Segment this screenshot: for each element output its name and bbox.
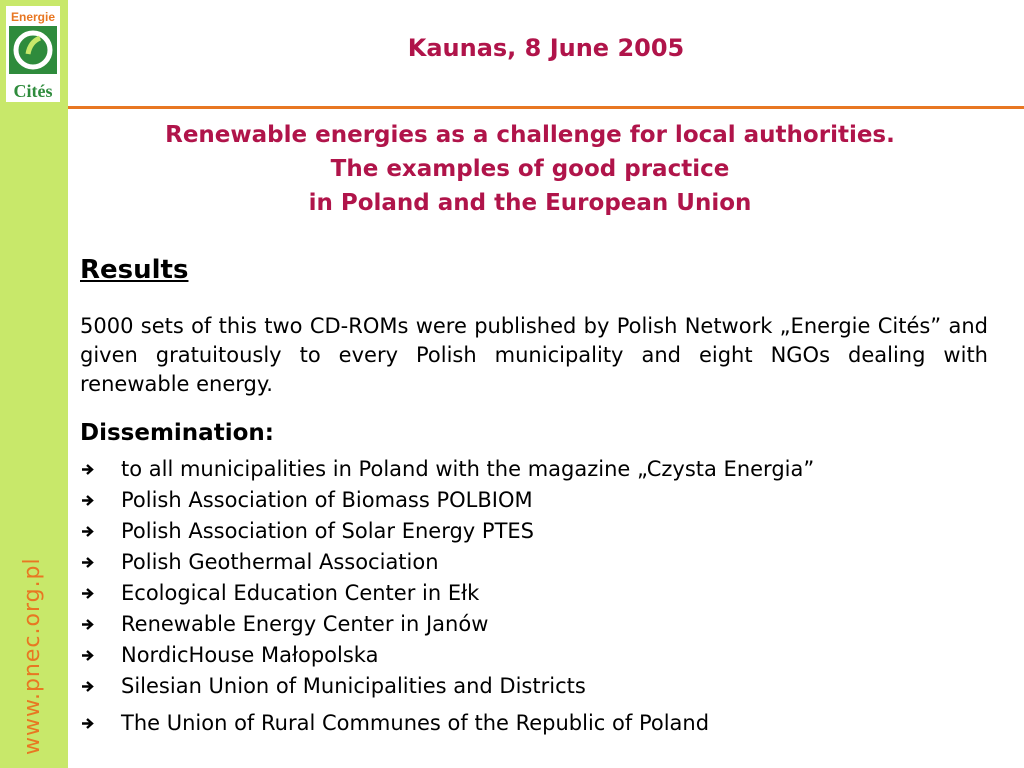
arrow-bullet-icon [80,547,96,578]
list-item-text: Polish Association of Solar Energy PTES [121,519,534,543]
arrow-bullet-icon [80,609,96,640]
sidebar [0,0,68,768]
arrow-bullet-icon [80,671,96,702]
list-item [80,454,1010,485]
website-url: www.pnec.org.pl [20,557,45,755]
arrow-bullet-icon [80,454,96,485]
arrow-bullet-icon [80,708,96,739]
title-line: in Poland and the European Union [308,190,752,216]
list-item [80,609,1010,640]
list-item [80,671,1010,702]
dissemination-list [80,454,1010,739]
list-item-text: Polish Geothermal Association [121,550,439,574]
results-heading: Results [80,255,189,285]
list-item-text: Renewable Energy Center in Janów [121,612,489,636]
list-item [80,640,1010,671]
logo-top-text: Energie [10,10,56,24]
event-header: Kaunas, 8 June 2005 [407,34,685,62]
dissemination-heading: Dissemination: [80,420,274,446]
list-item [80,708,1010,739]
list-item-text: The Union of Rural Communes of the Republic of Poland [121,711,710,735]
header-divider [68,106,1024,109]
title-line: Renewable energies as a challenge for local authorities. [165,122,895,148]
arrow-bullet-icon [80,516,96,547]
slide-title [78,118,982,220]
list-item [80,516,1010,547]
list-item-text: to all municipalities in Poland with the magazine „Czysta Energia” [121,457,815,481]
list-item [80,578,1010,609]
list-item-text: Polish Association of Biomass POLBIOM [121,488,533,512]
list-item [80,547,1010,578]
list-item [80,485,1010,516]
list-item-text: NordicHouse Małopolska [121,643,379,667]
logo-bottom-text: Cités [13,81,53,101]
results-paragraph: 5000 sets of this two CD-ROMs were published by Polish Network „Energie Cités” and given gratuitously to every Polish municipality and eight NGOs dealing with renewable energy. [80,314,988,396]
title-line: The examples of good practice [330,156,730,182]
arrow-bullet-icon [80,578,96,609]
arrow-bullet-icon [80,485,96,516]
arrow-bullet-icon [80,640,96,671]
energie-cites-logo [6,6,60,102]
list-item-text: Silesian Union of Municipalities and Districts [121,674,586,698]
list-item-text: Ecological Education Center in Ełk [121,581,480,605]
